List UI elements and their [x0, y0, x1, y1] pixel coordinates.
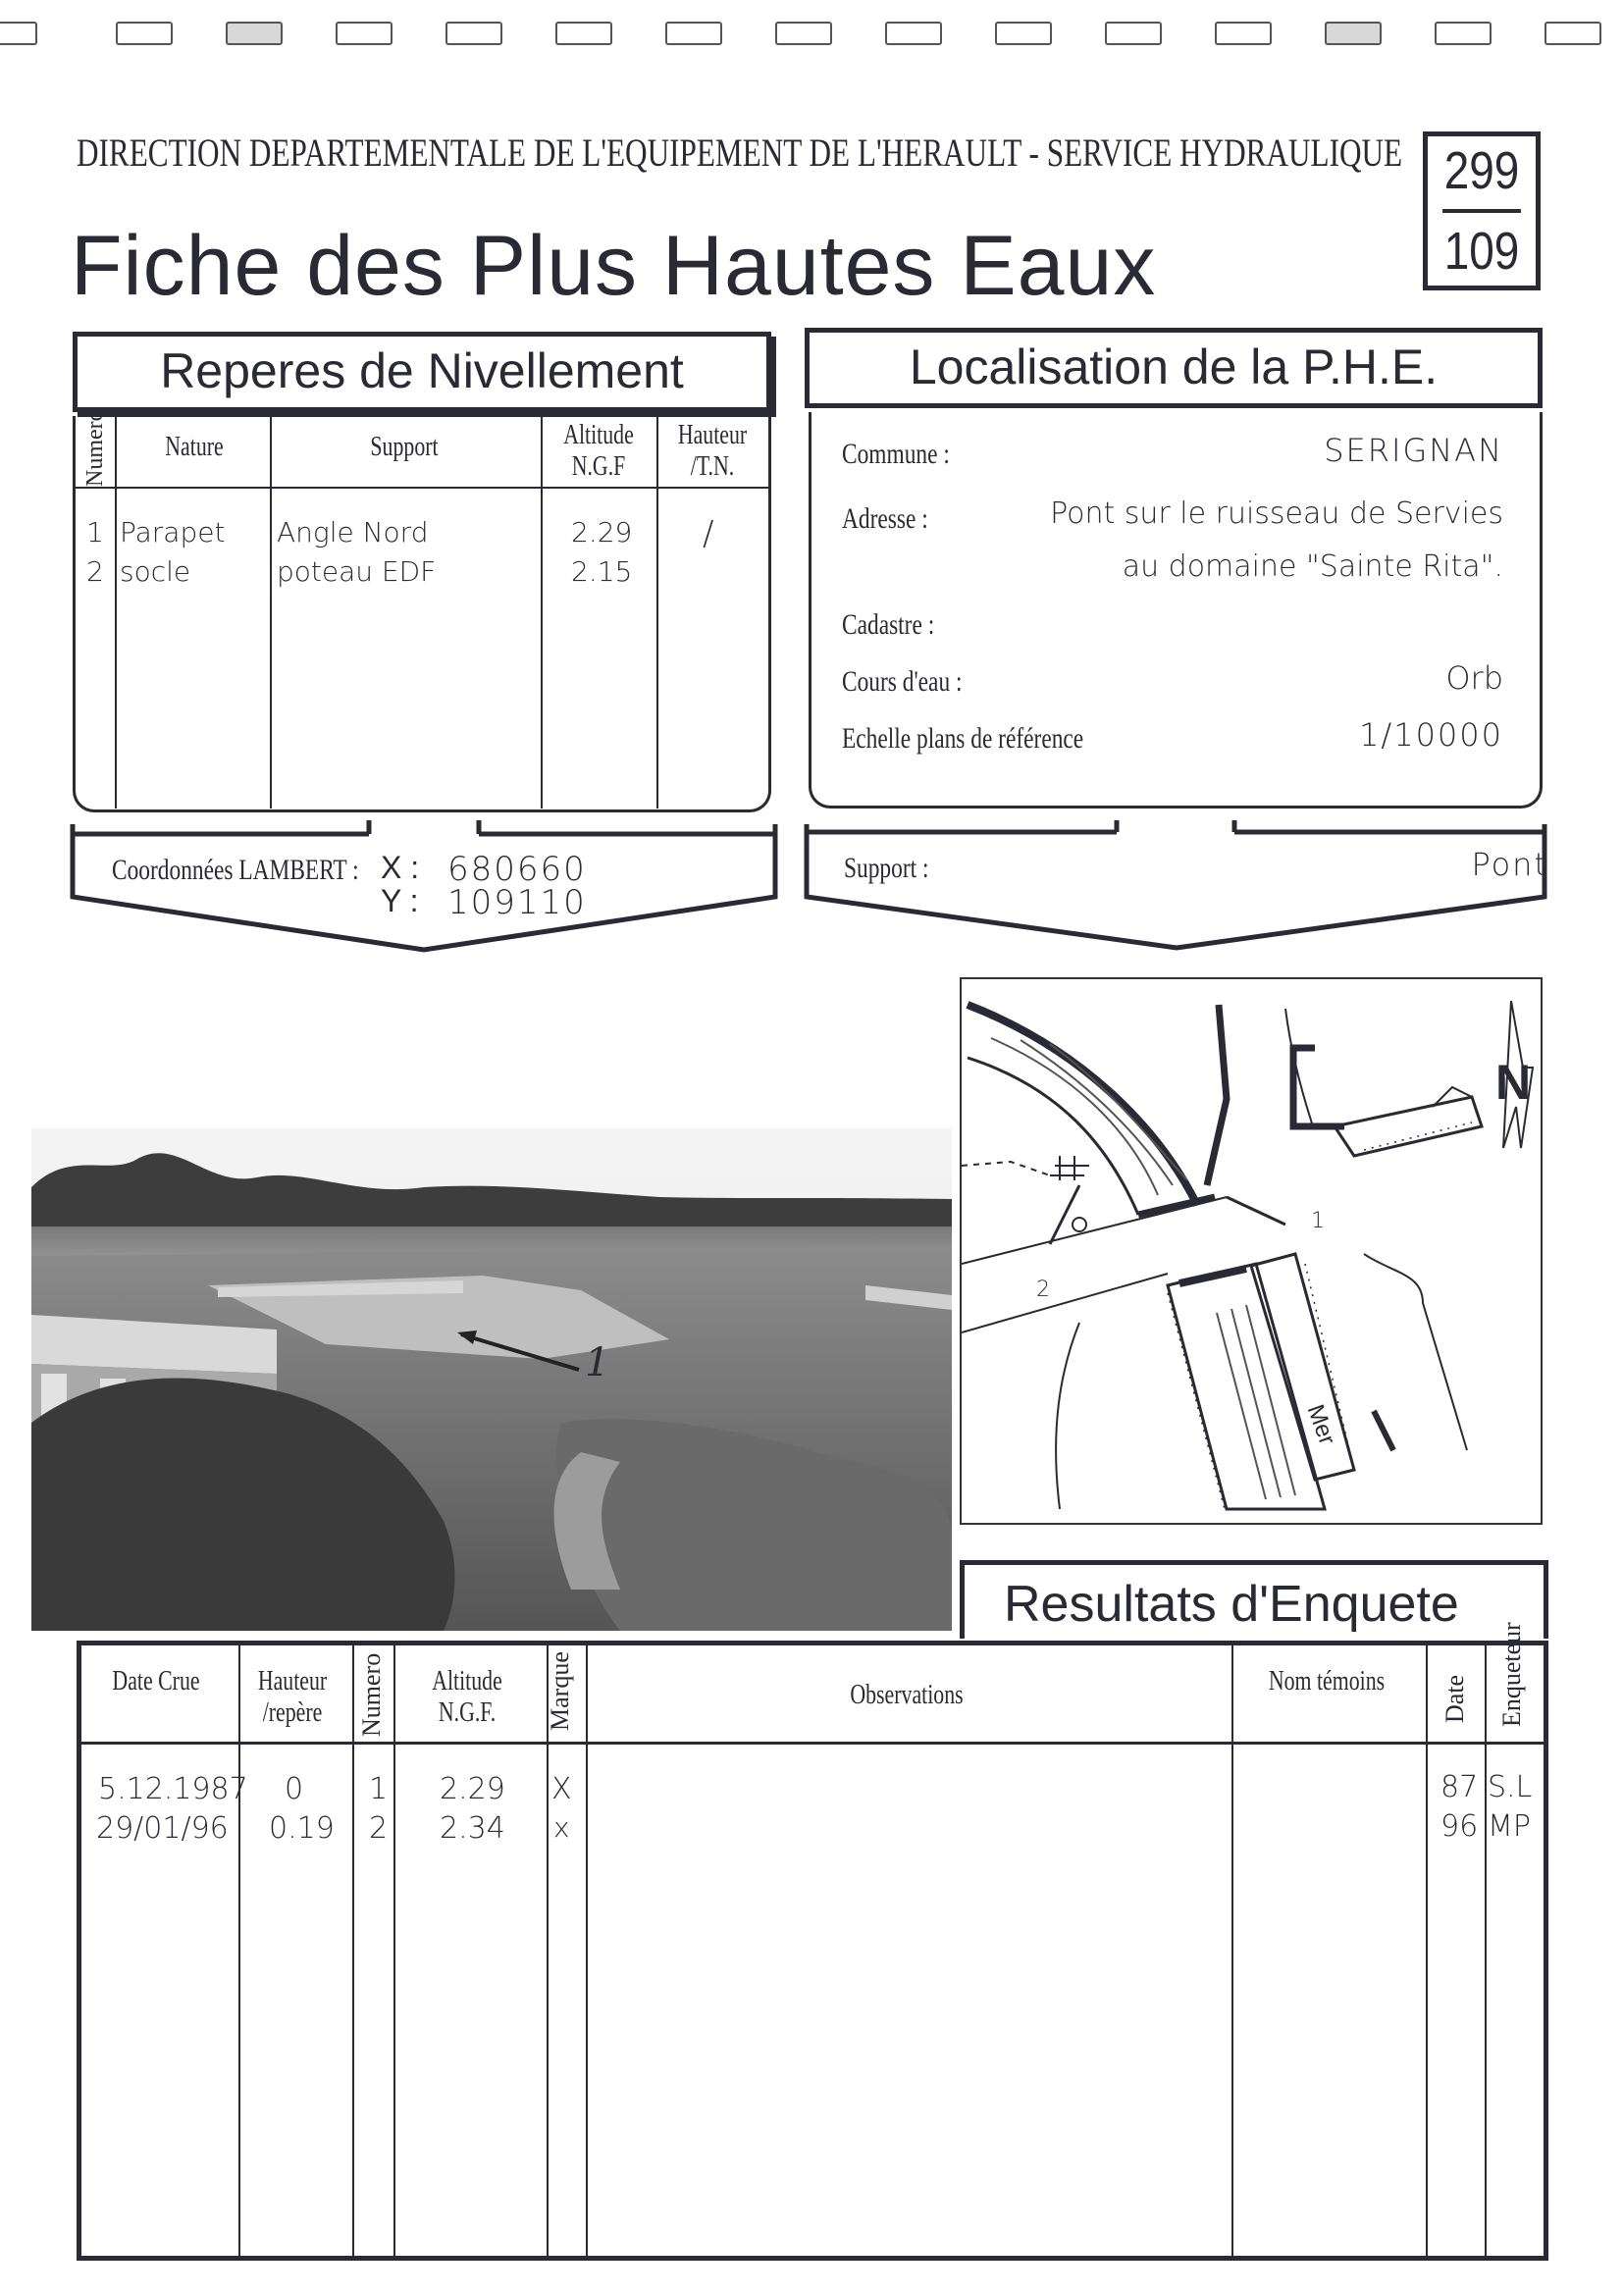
result-2-enqueteur: MP: [1488, 1809, 1531, 1844]
repere-1-hauteur: /: [703, 514, 714, 553]
photo-marker: 1: [585, 1340, 610, 1385]
x-label: X :: [381, 850, 420, 885]
col-marque: Marque: [546, 1651, 574, 1731]
north-label: N: [1495, 1055, 1532, 1110]
commune-value: SERIGNAN: [1324, 432, 1503, 469]
lambert-banner: [69, 820, 779, 958]
col-enqueteur: Enqueteur: [1497, 1622, 1526, 1727]
result-1-hauteur: 0: [285, 1772, 304, 1806]
col-date: Date: [1440, 1674, 1469, 1723]
col-support: Support: [370, 432, 439, 462]
col-observations: Observations: [850, 1680, 964, 1710]
x-value: 680660: [447, 850, 587, 889]
repere-1-nature: Parapet: [120, 516, 226, 548]
col-numero-res: Numero: [357, 1652, 386, 1737]
result-1-numero: 1: [369, 1772, 389, 1806]
support-value: Pont: [1471, 846, 1548, 883]
support-label: Support :: [844, 852, 929, 884]
result-2-marque: x: [553, 1811, 570, 1844]
code-bottom: 109: [1443, 222, 1520, 281]
site-photo: [31, 1128, 952, 1631]
reperes-title: Reperes de Nivellement: [73, 332, 771, 412]
resultats-table: [77, 1641, 1548, 2261]
result-1-date-crue: 5.12.1987: [98, 1772, 248, 1806]
repere-2-nature: socle: [120, 555, 191, 588]
result-1-altitude: 2.29: [440, 1772, 505, 1806]
lambert-label: Coordonnées LAMBERT :: [112, 854, 359, 886]
adresse-line1: Pont sur le ruisseau de Servies: [1050, 496, 1503, 531]
page-title: Fiche des Plus Hautes Eaux: [71, 219, 1157, 313]
repere-2-support: poteau EDF: [277, 555, 437, 588]
reperes-table: [73, 416, 771, 812]
col-date-crue: Date Crue: [112, 1666, 200, 1696]
result-1-marque: X: [551, 1772, 572, 1806]
repere-2-altitude: 2.15: [571, 555, 633, 588]
col-hauteur-repere: Hauteur /repère: [257, 1666, 328, 1728]
y-value: 109110: [447, 883, 587, 922]
col-altitude: Altitude N.G.F: [563, 420, 634, 482]
echelle-label: Echelle plans de référence: [842, 722, 1084, 755]
result-1-enqueteur: S.L: [1488, 1770, 1533, 1804]
localisation-title: Localisation de la P.H.E.: [805, 328, 1543, 408]
sheet-code-box: [1423, 131, 1541, 290]
adresse-line2: au domaine "Sainte Rita".: [1122, 549, 1503, 584]
repere-2-numero: 2: [86, 555, 104, 588]
result-2-date: 96: [1440, 1809, 1479, 1844]
col-hauteur: Hauteur /T.N.: [677, 420, 748, 482]
y-label: Y :: [381, 883, 419, 918]
map-marker-2: 2: [1036, 1278, 1050, 1302]
code-top: 299: [1443, 141, 1520, 200]
binder-holes: [0, 22, 1623, 61]
echelle-value: 1/10000: [1359, 716, 1503, 754]
result-2-hauteur: 0.19: [269, 1811, 335, 1846]
col-temoins: Nom témoins: [1268, 1666, 1386, 1696]
support-banner: [803, 820, 1550, 958]
commune-label: Commune :: [842, 438, 950, 470]
result-2-altitude: 2.34: [440, 1811, 505, 1846]
adresse-label: Adresse :: [842, 502, 928, 535]
result-2-date-crue: 29/01/96: [96, 1811, 229, 1846]
cadastre-label: Cadastre :: [842, 608, 935, 641]
cours-label: Cours d'eau :: [842, 665, 963, 698]
department-header: DIRECTION DEPARTEMENTALE DE L'EQUIPEMENT DE L'HERAULT - SERVICE HYDRAULIQUE: [77, 130, 1403, 175]
col-altitude-res: Altitude N.G.F.: [432, 1666, 502, 1728]
col-numero: Numero: [82, 409, 108, 487]
resultats-title: Resultats d'Enquete: [960, 1560, 1548, 1639]
map-marker-1: 1: [1311, 1209, 1325, 1233]
col-nature: Nature: [165, 432, 224, 462]
location-map: [960, 977, 1543, 1525]
mer-label: Mer: [1301, 1401, 1341, 1449]
result-1-date: 87: [1440, 1770, 1479, 1804]
cours-value: Orb: [1445, 659, 1503, 697]
repere-1-support: Angle Nord: [277, 516, 429, 548]
repere-1-altitude: 2.29: [571, 516, 633, 548]
result-2-numero: 2: [369, 1811, 389, 1846]
repere-1-numero: 1: [86, 516, 104, 548]
